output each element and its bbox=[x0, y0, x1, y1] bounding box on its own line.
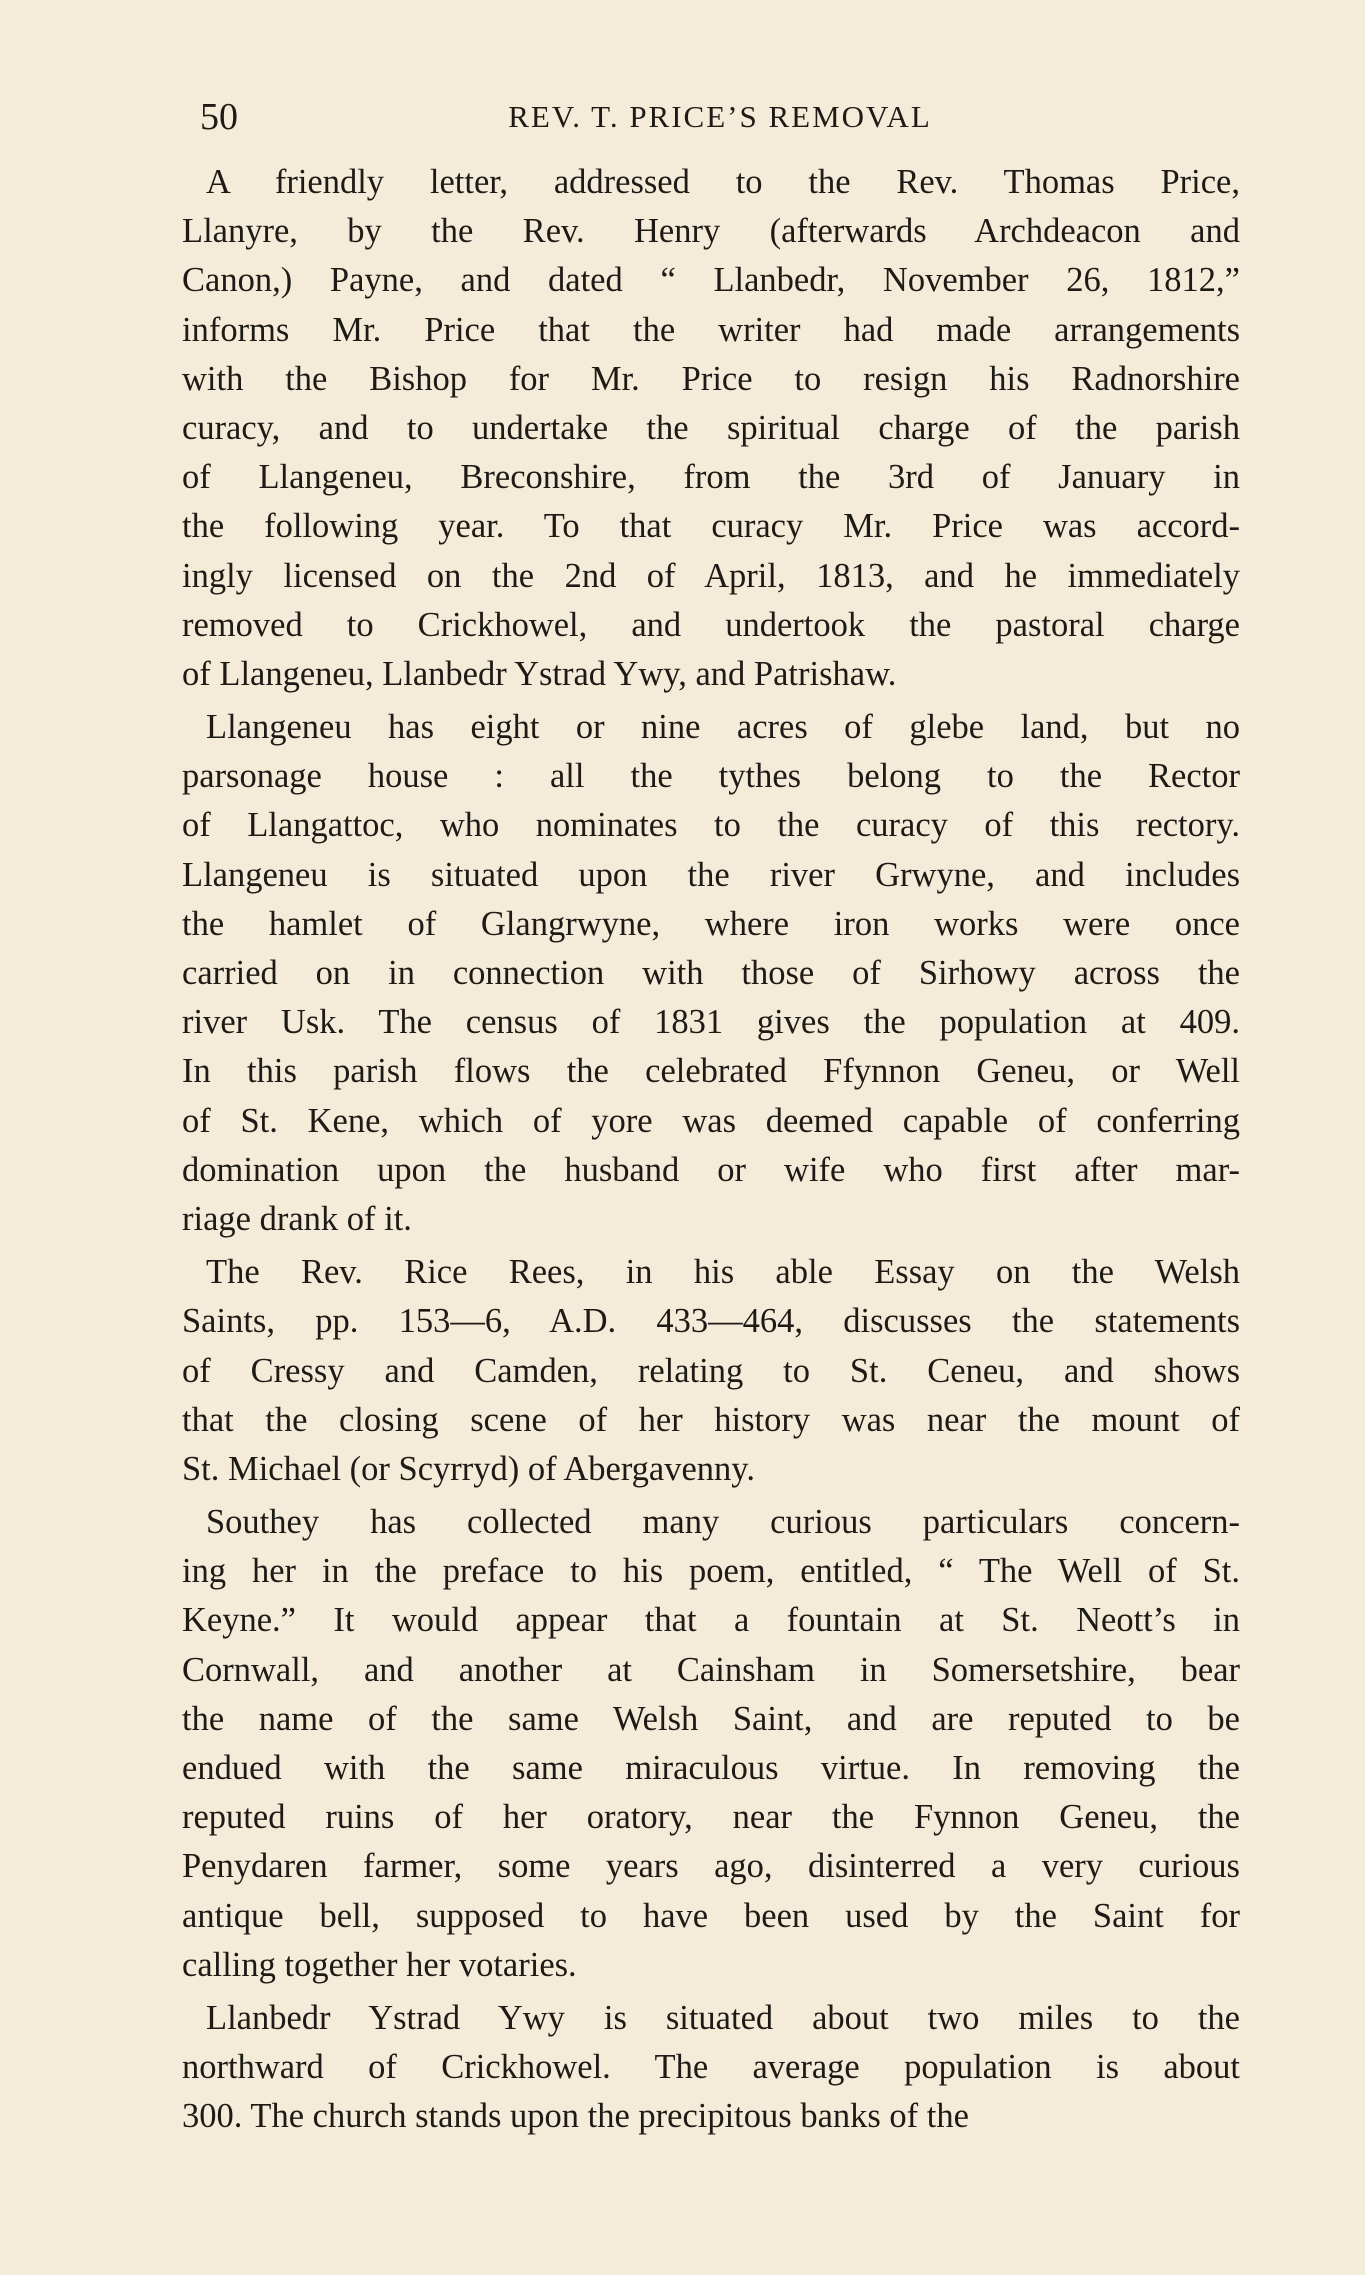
text-line: Llanbedr Ystrad Ywy is situated about two miles to the bbox=[206, 1998, 1240, 2037]
text-line: of Llangeneu, Breconshire, from the 3rd of January in bbox=[182, 458, 1240, 497]
text-line: of St. Kene, which of yore was deemed capable of conferring bbox=[182, 1101, 1240, 1140]
paragraph bbox=[182, 1498, 1240, 1990]
text-line: Llangeneu is situated upon the river Grwyne, and includes bbox=[182, 855, 1240, 894]
text-line: the following year. To that curacy Mr. Price was accord- bbox=[182, 507, 1240, 546]
page-number: 50 bbox=[200, 96, 238, 138]
text-line: with the Bishop for Mr. Price to resign his Radnorshire bbox=[182, 359, 1240, 398]
text-line: Saints, pp. 153—6, A.D. 433—464, discusses the statements bbox=[182, 1302, 1240, 1341]
text-line: northward of Crickhowel. The average population is about bbox=[182, 2048, 1240, 2087]
text-line: riage drank of it. bbox=[182, 1199, 412, 1238]
page-header bbox=[200, 92, 1240, 142]
text-line: 300. The church stands upon the precipitous banks of the bbox=[182, 2097, 969, 2136]
text-line: parsonage house : all the tythes belong to the Rector bbox=[182, 757, 1240, 796]
text-line: Penydaren farmer, some years ago, disinterred a very curious bbox=[182, 1847, 1240, 1886]
text-line: reputed ruins of her oratory, near the Fynnon Geneu, the bbox=[182, 1798, 1240, 1837]
text-line: carried on in connection with those of Sirhowy across the bbox=[182, 954, 1240, 992]
text-line: endued with the same miraculous virtue. In removing the bbox=[182, 1749, 1240, 1787]
text-line: The Rev. Rice Rees, in his able Essay on the Welsh bbox=[206, 1253, 1240, 1292]
text-line: Southey has collected many curious particulars concern- bbox=[206, 1503, 1240, 1542]
text-line: domination upon the husband or wife who first after mar- bbox=[182, 1150, 1240, 1189]
text-line: ing her in the preface to his poem, entitled, “ The Well of St. bbox=[182, 1552, 1240, 1591]
text-line: of Llangattoc, who nominates to the curacy of this rectory. bbox=[182, 806, 1240, 845]
text-line: ingly licensed on the 2nd of April, 1813, and he immediately bbox=[182, 556, 1240, 595]
running-head: REV. T. PRICE’S REMOVAL bbox=[508, 99, 932, 134]
text-line: the hamlet of Glangrwyne, where iron works were once bbox=[182, 904, 1240, 943]
text-line: river Usk. The census of 1831 gives the population at 409. bbox=[182, 1003, 1240, 1042]
text-line: curacy, and to undertake the spiritual charge of the parish bbox=[182, 408, 1240, 447]
text-line: Cornwall, and another at Cainsham in Somersetshire, bear bbox=[182, 1650, 1240, 1689]
paragraph bbox=[182, 703, 1240, 1244]
text-line: Llanyre, by the Rev. Henry (afterwards Archdeacon and bbox=[182, 212, 1240, 251]
text-line: informs Mr. Price that the writer had made arrangements bbox=[182, 310, 1240, 349]
text-line: the name of the same Welsh Saint, and are reputed to be bbox=[182, 1699, 1240, 1738]
text-line: Llangeneu has eight or nine acres of glebe land, but no bbox=[206, 708, 1240, 747]
text-line: of Llangeneu, Llanbedr Ystrad Ywy, and Patrishaw. bbox=[182, 654, 897, 693]
text-line: Canon,) Payne, and dated “ Llanbedr, November 26, 1812,” bbox=[182, 261, 1240, 300]
text-line: removed to Crickhowel, and undertook the pastoral charge bbox=[182, 605, 1240, 644]
text-line: St. Michael (or Scyrryd) of Abergavenny. bbox=[182, 1449, 755, 1488]
text-line: In this parish flows the celebrated Ffynnon Geneu, or Well bbox=[182, 1052, 1240, 1091]
body-text bbox=[182, 158, 1240, 2146]
text-line: A friendly letter, addressed to the Rev. Thomas Price, bbox=[206, 163, 1240, 201]
text-line: of Cressy and Camden, relating to St. Ceneu, and shows bbox=[182, 1351, 1240, 1390]
text-line: calling together her votaries. bbox=[182, 1945, 577, 1984]
paragraph bbox=[182, 1248, 1240, 1494]
text-line: antique bell, supposed to have been used by the Saint for bbox=[182, 1896, 1240, 1935]
text-line: that the closing scene of her history was near the mount of bbox=[182, 1400, 1240, 1439]
paragraph bbox=[182, 1994, 1240, 2142]
text-line: Keyne.” It would appear that a fountain at St. Neott’s in bbox=[182, 1601, 1240, 1640]
paragraph bbox=[182, 158, 1240, 699]
